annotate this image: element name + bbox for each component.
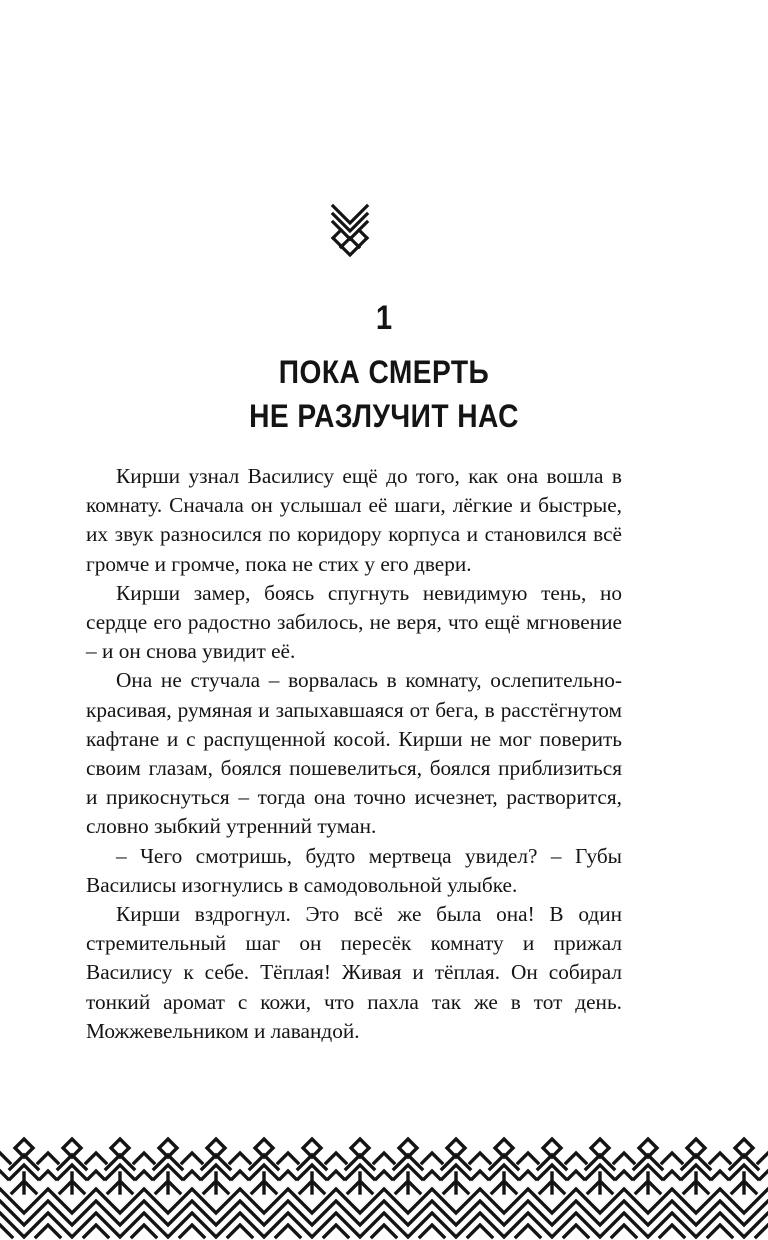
chapter-title — [0, 350, 768, 438]
chapter-title-line-2: НЕ РАЗЛУЧИТ НАС — [249, 398, 519, 434]
body-text — [86, 462, 622, 1046]
chapter-number: 1 — [375, 299, 393, 337]
paragraph: – Чего смотришь, будто мертвеца увидел? – Губы Василисы изогнулись в самодовольной улыбке. — [86, 843, 622, 897]
paragraph: Кирши узнал Василису ещё до того, как она вошла в комнату. Сначала он услышал её шаги, лёгкие и быстрые, их звук разносился по коридору корпуса и становился всё громче и громче, пока не стих у его двери. — [86, 464, 622, 576]
folk-border-ornament-icon — [0, 1133, 768, 1240]
paragraph: Кирши замер, боясь спугнуть невидимую тень, но сердце его радостно забилось, не веря, что ещё мгновение – и он снова увидит её. — [86, 580, 622, 664]
chapter-ornament-icon — [327, 200, 373, 258]
paragraph: Кирши вздрогнул. Это всё же была она! В один стремительный шаг он пересёк комнату и прижал Василису к себе. Тёплая! Живая и тёплая. Он собирал тонкий аромат с кожи, что пахла так же в тот день. Можжевельником и лавандой. — [86, 902, 622, 1043]
chapter-title-line-1: ПОКА СМЕРТЬ — [278, 354, 490, 390]
paragraph: Она не стучала – ворвалась в комнату, ослепительно-красивая, румяная и запыхавшаяся от бега, в расстёгнутом кафтане и с распущенной косой. Кирши не мог поверить своим глазам, боялся пошевелиться, боялся приблизиться и прикоснуться – тогда она точно исчезнет, растворится, словно зыбкий утренний туман. — [86, 668, 622, 839]
